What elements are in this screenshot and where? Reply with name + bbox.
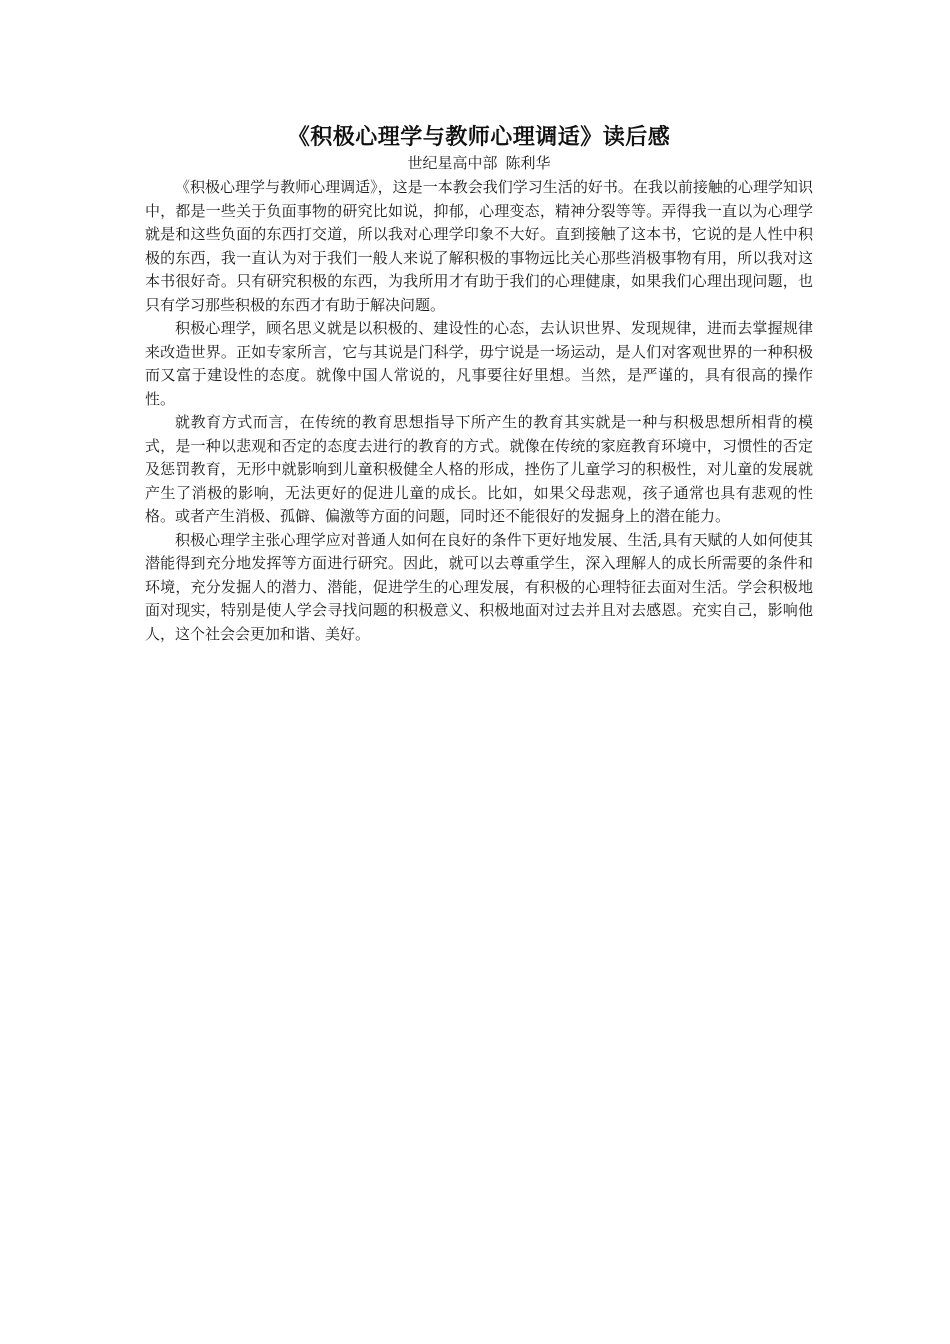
paragraph-3: 就教育方式而言，在传统的教育思想指导下所产生的教育其实就是一种与积极思想所相背的模式，是一种以悲观和否定的态度去进行的教育的方式。就像在传统的家庭教育环境中，习惯性的否定及惩罚教育，无形中就影响到儿童积极健全人格的形成，挫伤了儿童学习的积极性，对儿童的发展就产生了消极的影响，无法更好的促进儿童的成长。比如，如果父母悲观，孩子通常也具有悲观的性格。或者产生消极、孤僻、偏激等方面的问题，同时还不能很好的发掘身上的潜在能力。 (145, 413, 813, 525)
paragraph-4: 积极心理学主张心理学应对普通人如何在良好的条件下更好地发展、生活,具有天赋的人如何使其潜能得到充分地发挥等方面进行研究。因此，就可以去尊重学生，深入理解人的成长所需要的条件和环境，充分发掘人的潜力、潜能，促进学生的心理发展，有积极的心理特征去面对生活。学会积极地面对现实，特别是使人学会寻找问题的积极意义、积极地面对过去并且对去感恩。充实自己，影响他人，这个社会会更加和谐、美好。 (145, 530, 813, 643)
author-byline (145, 152, 813, 174)
paragraph-1: 《积极心理学与教师心理调适》，这是一本教会我们学习生活的好书。在我以前接触的心理学知识中，都是一些关于负面事物的研究比如说，抑郁，心理变态，精神分裂等等。弄得我一直以为心理学就是和这些负面的东西打交道，所以我对心理学印象不大好。直到接触了这本书，它说的是人性中积极的东西，我一直认为对于我们一般人来说了解积极的事物远比关心那些消极事物有用，所以我对这本书很好奇。只有研究积极的东西，为我所用才有助于我们的心理健康，如果我们心理出现问题，也只有学习那些积极的东西才有助于解决问题。 (145, 178, 813, 314)
document-title: 《积极心理学与教师心理调适》读后感 (287, 124, 671, 150)
author-name: 陈利华 (505, 154, 551, 172)
paragraph-2: 积极心理学，顾名思义就是以积极的、建设性的心态，去认识世界、发现规律，进而去掌握规律来改造世界。正如专家所言，它与其说是门科学，毋宁说是一场运动，是人们对客观世界的一种积极而又富于建设性的态度。就像中国人常说的，凡事要往好里想。当然，是严谨的，具有很高的操作性。 (145, 319, 813, 408)
author-department: 世纪星高中部 (407, 154, 498, 172)
document-body (145, 122, 813, 646)
